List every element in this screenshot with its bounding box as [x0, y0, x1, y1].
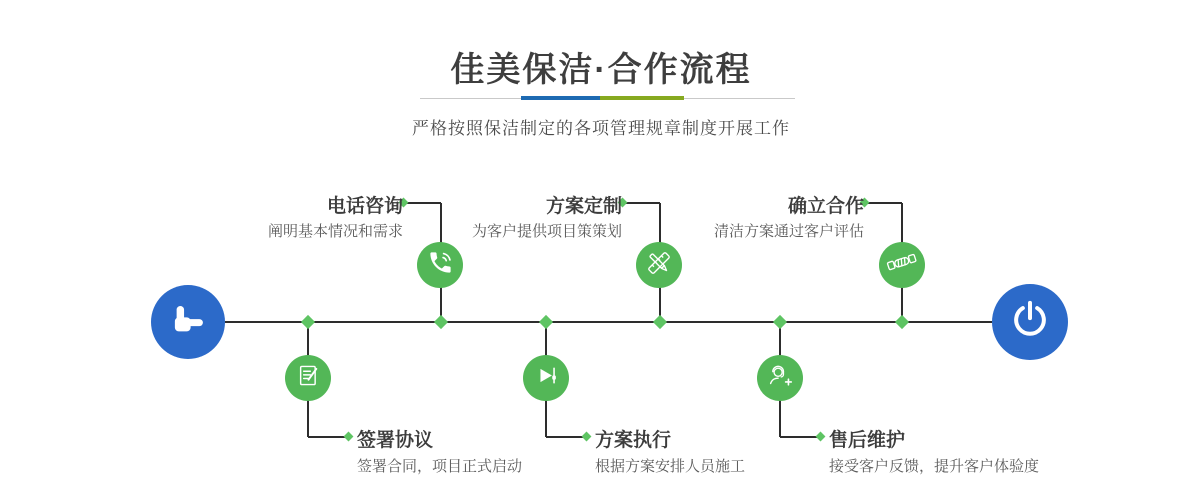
step-title-plan-execute: 方案执行	[595, 430, 672, 451]
connector-elbow	[624, 202, 660, 204]
phone-waves-icon	[427, 249, 454, 281]
step-icon-circle	[417, 242, 463, 288]
handshake-icon	[886, 247, 918, 284]
step-icon-circle	[285, 355, 331, 401]
step-title-sign-agreement: 签署协议	[357, 430, 434, 451]
timeline-node-diamond	[773, 315, 787, 329]
timeline-node-diamond	[653, 315, 667, 329]
connector-elbow	[866, 202, 902, 204]
step-icon-circle	[757, 355, 803, 401]
label-diamond	[816, 432, 826, 442]
step-title-plan-customize: 方案定制	[545, 196, 622, 217]
label-diamond	[344, 432, 354, 442]
timeline-node-diamond	[539, 315, 553, 329]
contract-pen-icon	[294, 361, 323, 395]
connector-elbow	[405, 202, 441, 204]
pencil-ruler-icon	[644, 248, 674, 283]
timeline-node-diamond	[434, 315, 448, 329]
connector-elbow	[546, 436, 586, 438]
power-icon	[1009, 299, 1051, 346]
step-desc-confirm-cooperation: 清洁方案通过客户评估	[713, 223, 864, 240]
timeline-node-diamond	[301, 315, 315, 329]
hand-pointer-icon	[167, 299, 209, 346]
flow-end-node	[992, 284, 1068, 360]
step-desc-plan-customize: 为客户提供项目策策划	[471, 223, 622, 240]
play-slider-icon	[532, 361, 561, 395]
divider-blue-segment	[521, 96, 600, 100]
connector-elbow	[780, 436, 820, 438]
timeline-main-line	[225, 321, 992, 323]
timeline-node-diamond	[895, 315, 909, 329]
step-desc-plan-execute: 根据方案安排人员施工	[595, 458, 746, 475]
page-subtitle: 严格按照保洁制定的各项管理规章制度开展工作	[412, 119, 790, 138]
step-icon-circle	[636, 242, 682, 288]
headset-plus-icon	[765, 361, 795, 396]
step-title-after-sales: 售后维护	[829, 430, 906, 451]
divider-green-segment	[600, 96, 684, 100]
page-title: 佳美保洁·合作流程	[450, 51, 752, 89]
step-icon-circle	[879, 242, 925, 288]
step-desc-after-sales: 接受客户反馈，提升客户体验度	[829, 458, 1040, 475]
step-desc-phone-consult: 阐明基本情况和需求	[267, 223, 403, 240]
step-title-confirm-cooperation: 确立合作	[787, 196, 864, 217]
label-diamond	[582, 432, 592, 442]
step-icon-circle	[523, 355, 569, 401]
step-title-phone-consult: 电话咨询	[326, 196, 403, 217]
connector-elbow	[308, 436, 348, 438]
flow-start-node	[151, 285, 225, 359]
step-desc-sign-agreement: 签署合同，项目正式启动	[357, 458, 523, 475]
